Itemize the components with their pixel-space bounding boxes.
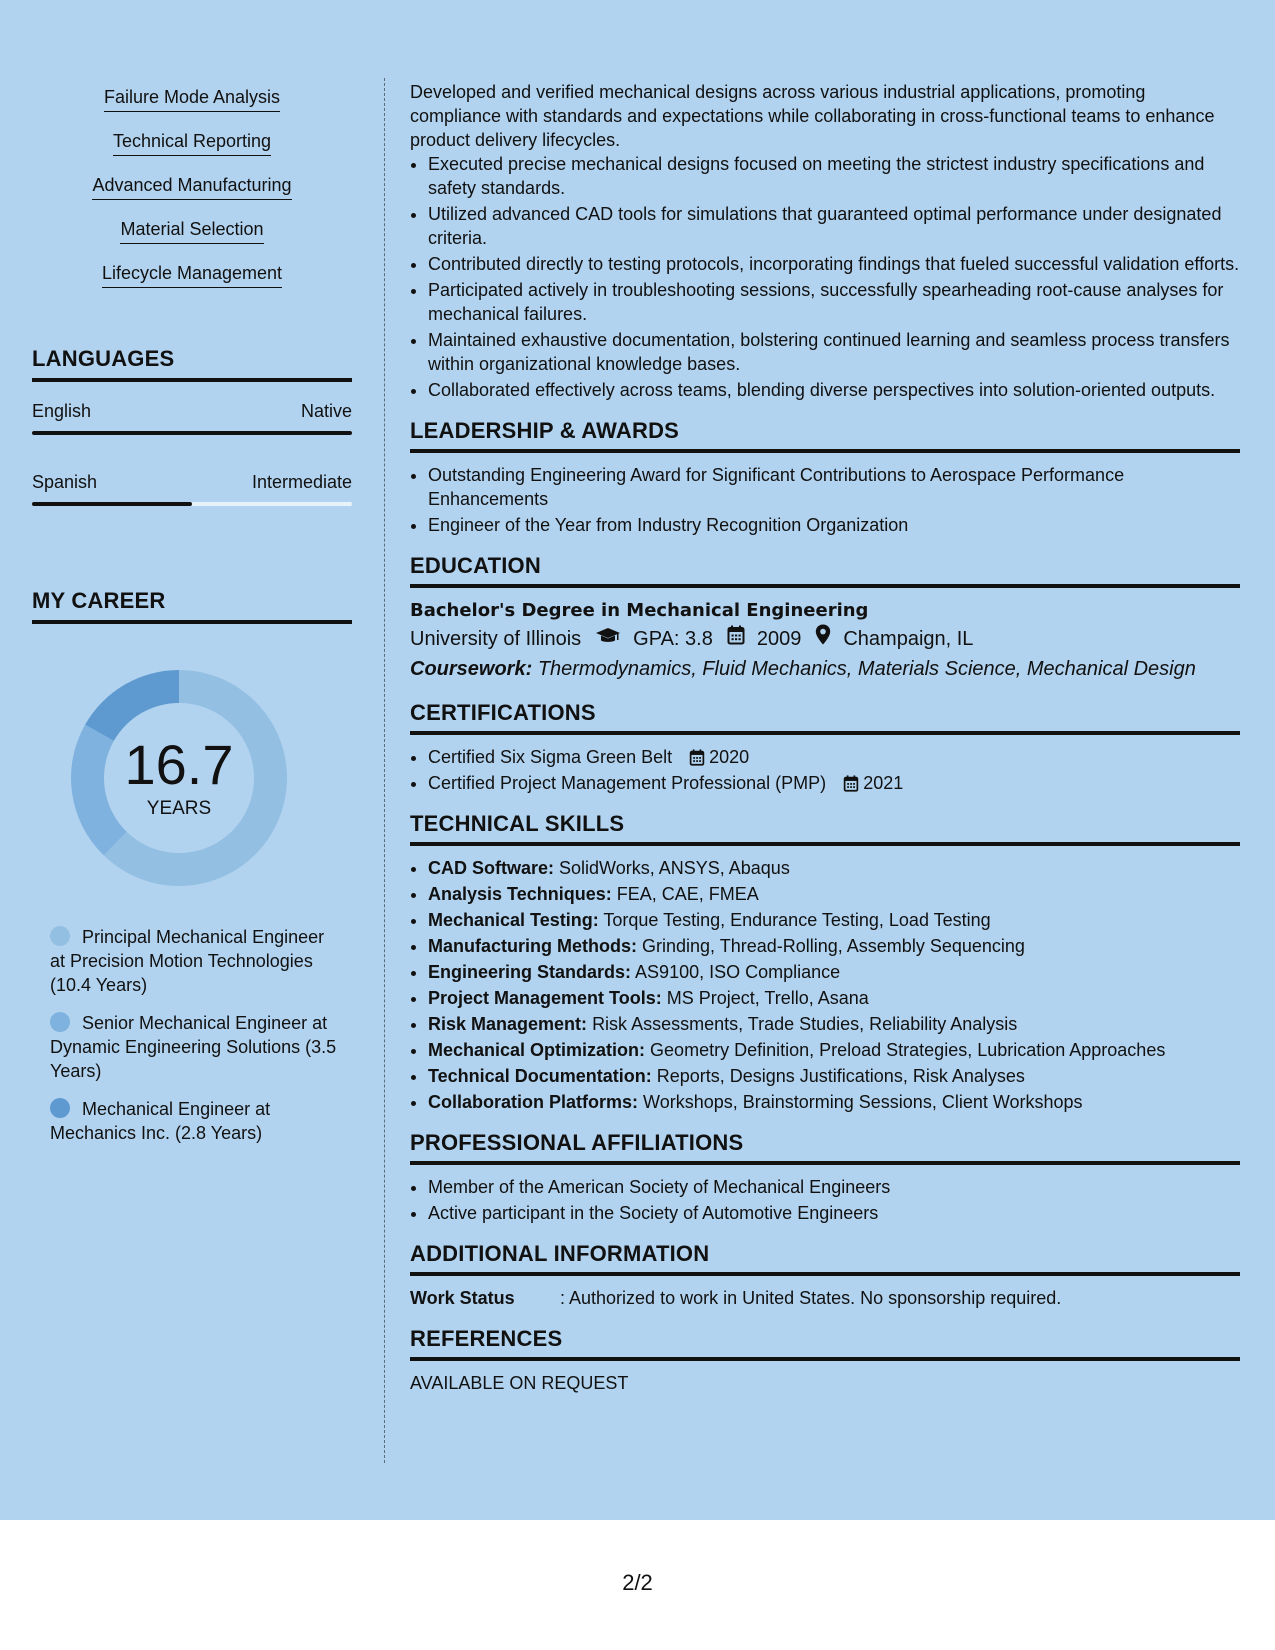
- work-status-row: [410, 1286, 1240, 1310]
- certification-name: Certified Project Management Professional (PMP): [428, 773, 827, 793]
- technical-skill-item: [428, 856, 1240, 880]
- technical-skill-item: [428, 908, 1240, 932]
- experience-section: [410, 80, 1240, 402]
- career-legend: [50, 925, 340, 1159]
- certification-year: 2020: [709, 747, 750, 767]
- calendar-icon: [689, 749, 705, 766]
- career-total-years: 16.7: [124, 733, 234, 796]
- coursework-label: Coursework:: [410, 658, 533, 680]
- certifications-section: [410, 700, 1240, 795]
- language-item: [32, 471, 352, 506]
- technical-skills-title: TECHNICAL SKILLS: [410, 811, 1240, 846]
- certification-item: [428, 771, 1240, 795]
- graduation-cap-icon: [595, 624, 621, 654]
- technical-skill-item: [428, 934, 1240, 958]
- experience-bullet: • Executed precise mechanical designs focused on meeting the strictest industry specifications and safety standards.: [428, 152, 1240, 200]
- experience-bullet: • Participated actively in troubleshooting sessions, successfully spearheading root-cause analyses for mechanical failures.: [428, 278, 1240, 326]
- technical-skill-value: FEA, CAE, FMEA: [616, 884, 759, 904]
- donut-center: [66, 665, 292, 891]
- technical-skill-value: Workshops, Brainstorming Sessions, Client Workshops: [643, 1092, 1083, 1112]
- leadership-item: • Engineer of the Year from Industry Recognition Organization: [428, 513, 1240, 537]
- affiliation-item: • Active participant in the Society of Automotive Engineers: [428, 1201, 1240, 1225]
- graduation-year: 2009: [756, 628, 802, 650]
- experience-bullet: • Maintained exhaustive documentation, bolstering continued learning and seamless process transfers within organizational knowledge bases.: [428, 328, 1240, 376]
- affiliations-title: PROFESSIONAL AFFILIATIONS: [410, 1130, 1240, 1165]
- leadership-title: LEADERSHIP & AWARDS: [410, 418, 1240, 453]
- career-legend-item: [50, 1011, 340, 1083]
- technical-skill-value: Torque Testing, Endurance Testing, Load Testing: [603, 910, 991, 930]
- language-proficiency-fill: [32, 431, 352, 435]
- language-level: Intermediate: [251, 472, 352, 492]
- skill-tag: Lifecycle Management: [102, 262, 282, 288]
- career-title: MY CAREER: [32, 588, 352, 624]
- technical-skill-value: SolidWorks, ANSYS, Abaqus: [559, 858, 790, 878]
- technical-skill-label: Risk Management:: [428, 1014, 588, 1034]
- technical-skill-label: Analysis Techniques:: [428, 884, 612, 904]
- languages-section: [32, 346, 352, 506]
- experience-bullet: • Collaborated effectively across teams, blending diverse perspectives into solution-oriented outputs.: [428, 378, 1240, 402]
- career-legend-item: [50, 925, 340, 997]
- technical-skill-label: Collaboration Platforms:: [428, 1092, 639, 1112]
- skill-tag: Failure Mode Analysis: [104, 86, 280, 112]
- column-divider: [384, 78, 385, 1463]
- affiliation-item: • Member of the American Society of Mechanical Engineers: [428, 1175, 1240, 1199]
- skill-tags: [32, 86, 352, 306]
- education-meta: [410, 624, 1240, 654]
- technical-skill-item: [428, 882, 1240, 906]
- technical-skill-item: [428, 1064, 1240, 1088]
- technical-skill-label: Mechanical Testing:: [428, 910, 599, 930]
- skill-tag: Advanced Manufacturing: [92, 174, 291, 200]
- language-name: English: [32, 401, 92, 421]
- education-title: EDUCATION: [410, 553, 1240, 588]
- technical-skill-label: Technical Documentation:: [428, 1066, 652, 1086]
- coursework: [410, 654, 1240, 684]
- leadership-section: [410, 418, 1240, 537]
- technical-skill-label: Project Management Tools:: [428, 988, 662, 1008]
- technical-skill-label: Manufacturing Methods:: [428, 936, 637, 956]
- coursework-list: Thermodynamics, Fluid Mechanics, Materials Science, Mechanical Design: [537, 658, 1196, 680]
- certification-name: Certified Six Sigma Green Belt: [428, 747, 673, 767]
- certifications-title: CERTIFICATIONS: [410, 700, 1240, 735]
- career-years-unit: YEARS: [146, 798, 212, 819]
- language-proficiency-bar: [32, 431, 352, 435]
- references-title: REFERENCES: [410, 1326, 1240, 1361]
- certification-date: [843, 773, 903, 793]
- additional-info-section: [410, 1241, 1240, 1310]
- education-location: Champaign, IL: [843, 628, 974, 650]
- experience-bullets: [410, 152, 1240, 402]
- career-section: [32, 588, 352, 624]
- technical-skill-item: [428, 986, 1240, 1010]
- experience-bullet: • Contributed directly to testing protocols, incorporating findings that fueled successful validation efforts.: [428, 252, 1240, 276]
- location-pin-icon: [815, 624, 831, 654]
- career-legend-text: Senior Mechanical Engineer at Dynamic Engineering Solutions (3.5 Years): [50, 1013, 337, 1081]
- work-status-value: : Authorized to work in United States. No sponsorship required.: [560, 1288, 1062, 1308]
- technical-skill-item: [428, 1090, 1240, 1114]
- right-column: [410, 80, 1240, 1395]
- leadership-item: • Outstanding Engineering Award for Significant Contributions to Aerospace Performance Enhancements: [428, 463, 1240, 511]
- language-item: [32, 400, 352, 435]
- career-donut-chart: [66, 665, 292, 891]
- technical-skill-value: AS9100, ISO Compliance: [635, 962, 841, 982]
- skill-tag: Technical Reporting: [113, 130, 271, 156]
- affiliations-section: [410, 1130, 1240, 1225]
- calendar-icon: [727, 624, 745, 654]
- technical-skill-value: MS Project, Trello, Asana: [666, 988, 869, 1008]
- certification-date: [689, 747, 749, 767]
- degree-title: Bachelor's Degree in Mechanical Engineering: [410, 600, 869, 621]
- work-status-label: Work Status: [410, 1288, 515, 1308]
- certification-item: [428, 745, 1240, 769]
- additional-info-title: ADDITIONAL INFORMATION: [410, 1241, 1240, 1276]
- technical-skills-list: [410, 856, 1240, 1114]
- legend-dot: [50, 1012, 70, 1032]
- technical-skill-value: Reports, Designs Justifications, Risk Analyses: [656, 1066, 1025, 1086]
- calendar-icon: [843, 775, 859, 792]
- school-name: University of Illinois: [410, 628, 582, 650]
- references-text: AVAILABLE ON REQUEST: [410, 1373, 629, 1393]
- career-legend-text: Mechanical Engineer at Mechanics Inc. (2.8 Years): [50, 1099, 271, 1143]
- technical-skill-value: Risk Assessments, Trade Studies, Reliability Analysis: [592, 1014, 1018, 1034]
- legend-dot: [50, 926, 70, 946]
- technical-skill-item: [428, 1038, 1240, 1062]
- page-number: 2/2: [622, 1570, 653, 1595]
- certification-year: 2021: [863, 773, 904, 793]
- experience-summary: Developed and verified mechanical designs across various industrial applications, promoting compliance with standards and expectations while collaborating in cross-functional teams to enhance product delivery lifecycles.: [410, 82, 1215, 150]
- language-name: Spanish: [32, 472, 98, 492]
- technical-skill-label: Mechanical Optimization:: [428, 1040, 646, 1060]
- gpa: GPA: 3.8: [633, 628, 713, 650]
- technical-skill-label: Engineering Standards:: [428, 962, 632, 982]
- technical-skill-item: [428, 1012, 1240, 1036]
- technical-skills-section: [410, 811, 1240, 1114]
- education-section: [410, 553, 1240, 684]
- technical-skill-value: Grinding, Thread-Rolling, Assembly Sequencing: [642, 936, 1025, 956]
- references-section: [410, 1326, 1240, 1395]
- languages-title: LANGUAGES: [32, 346, 352, 382]
- career-legend-text: Principal Mechanical Engineer at Precision Motion Technologies (10.4 Years): [50, 927, 325, 995]
- legend-dot: [50, 1098, 70, 1118]
- experience-bullet: • Utilized advanced CAD tools for simulations that guaranteed optimal performance under designated criteria.: [428, 202, 1240, 250]
- language-proficiency-fill: [32, 502, 192, 506]
- language-level: Native: [300, 401, 352, 421]
- technical-skill-value: Geometry Definition, Preload Strategies, Lubrication Approaches: [650, 1040, 1166, 1060]
- technical-skill-item: [428, 960, 1240, 984]
- language-proficiency-bar: [32, 502, 352, 506]
- skill-tag: Material Selection: [120, 218, 263, 244]
- technical-skill-label: CAD Software:: [428, 858, 555, 878]
- career-legend-item: [50, 1097, 340, 1145]
